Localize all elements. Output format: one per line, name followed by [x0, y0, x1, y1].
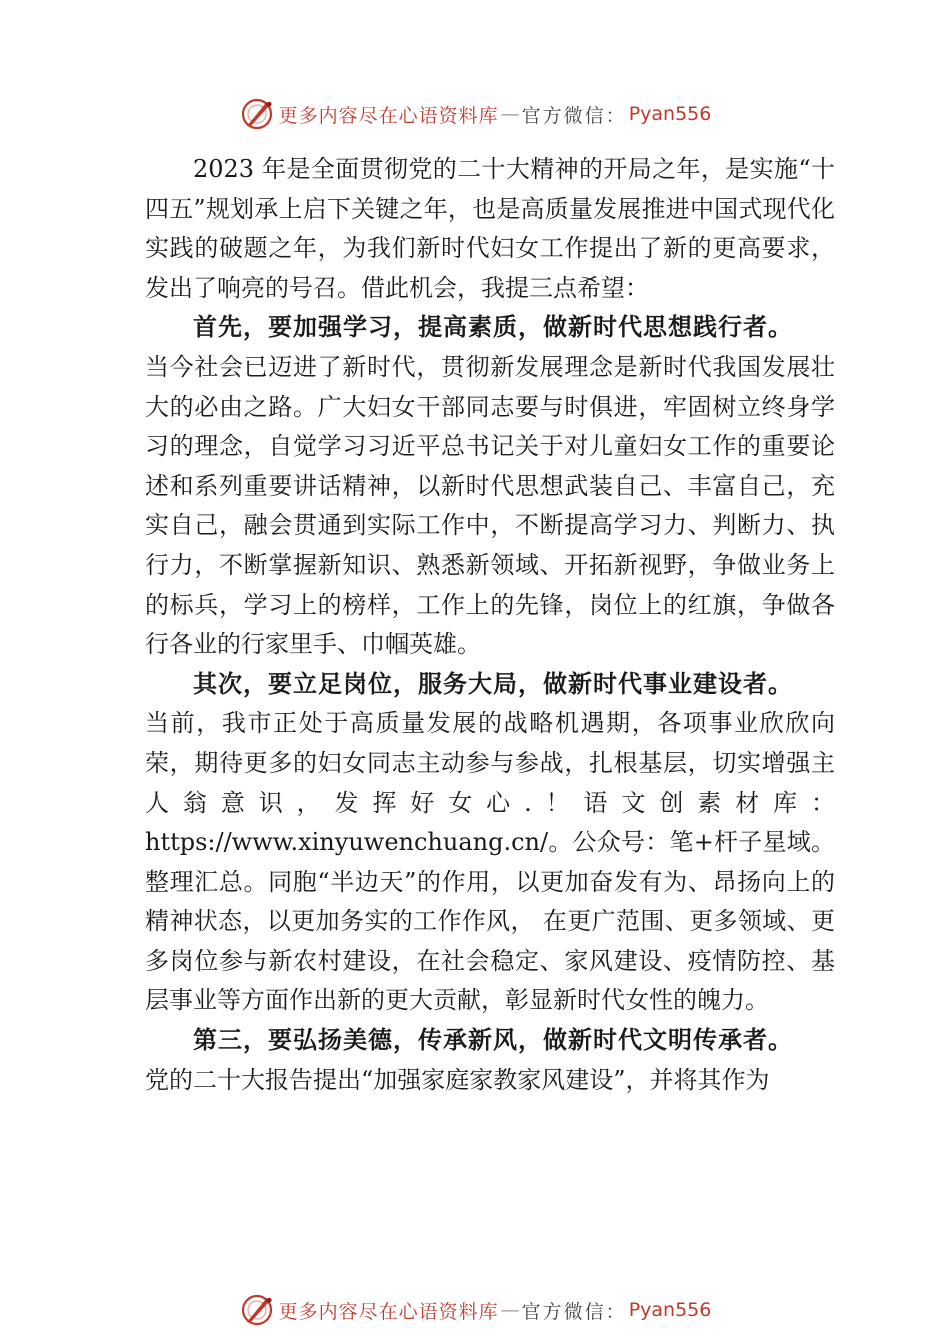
- footer-wechat-id: Pyan556: [628, 1299, 712, 1321]
- section-heading-2: 其次，要立足岗位，服务大局，做新时代事业建设者。: [193, 669, 793, 698]
- footer-title: 更多内容尽在心语资料库: [278, 1300, 499, 1323]
- section-paragraph-2: 当前，我市正处于高质量发展的战略机遇期，各项事业欣欣向荣，期待更多的妇女同志主动参与参战，扎根基层，切实增强主人翁意识，发挥好女心.！语文创素材库：https://www.xinyuwenchuang.cn/。公众号：笔+杆子星域。整理汇总。同胞“半边天”的作用，以更加奋发有为、昂扬向上的精神状态，以更加务实的工作作风， 在更广范围、更多领域、更多岗位参与新农村建设，在社会稳定、家风建设、疫情防控、基层事业等方面作出新的更大贡献，彰显新时代女性的魄力。: [145, 709, 835, 1015]
- intro-paragraph: 2023 年是全面贯彻党的二十大精神的开局之年，是实施“十四五”规划承上启下关键之年，也是高质量发展推进中国式现代化实践的破题之年，为我们新时代妇女工作提出了新的更高要求，发出了响亮的号召。借此机会，我提三点希望：: [145, 155, 835, 302]
- header-title: 更多内容尽在心语资料库: [278, 104, 499, 127]
- section-paragraph-3: 党的二十大报告提出“加强家庭家教家风建设”，并将其作为: [145, 1065, 770, 1094]
- section-paragraph-1: 当今社会已迈进了新时代，贯彻新发展理念是新时代我国发展壮大的必由之路。广大妇女干部同志要与时俱进，牢固树立终身学习的理念，自觉学习习近平总书记关于对儿童妇女工作的重要论述和系列重要讲话精神，以新时代思想武装自己、丰富自己，充实自己，融会贯通到实际工作中，不断提高学习力、判断力、执行力，不断掌握新知识、熟悉新领域、开拓新视野，争做业务上的标兵，学习上的榜样，工作上的先锋，岗位上的红旗，争做各行各业的行家里手、巾帼英雄。: [145, 352, 835, 659]
- footer-separator: —: [500, 1299, 520, 1321]
- document-body: [145, 150, 835, 1100]
- header-wechat-label: 官方微信：: [521, 104, 627, 127]
- section-heading-1: 首先，要加强学习，提高素质，做新时代思想践行者。: [193, 313, 793, 342]
- section-heading-3: 第三，要弘扬美德，传承新风，做新时代文明传承者。: [193, 1026, 793, 1055]
- header-wechat-id: Pyan556: [628, 103, 712, 125]
- quill-logo-icon: [239, 1292, 275, 1328]
- header-separator: —: [500, 103, 520, 125]
- footer-banner: [0, 1290, 950, 1330]
- header-banner: [0, 94, 950, 134]
- footer-wechat-label: 官方微信：: [521, 1300, 627, 1323]
- quill-logo-icon: [239, 96, 275, 132]
